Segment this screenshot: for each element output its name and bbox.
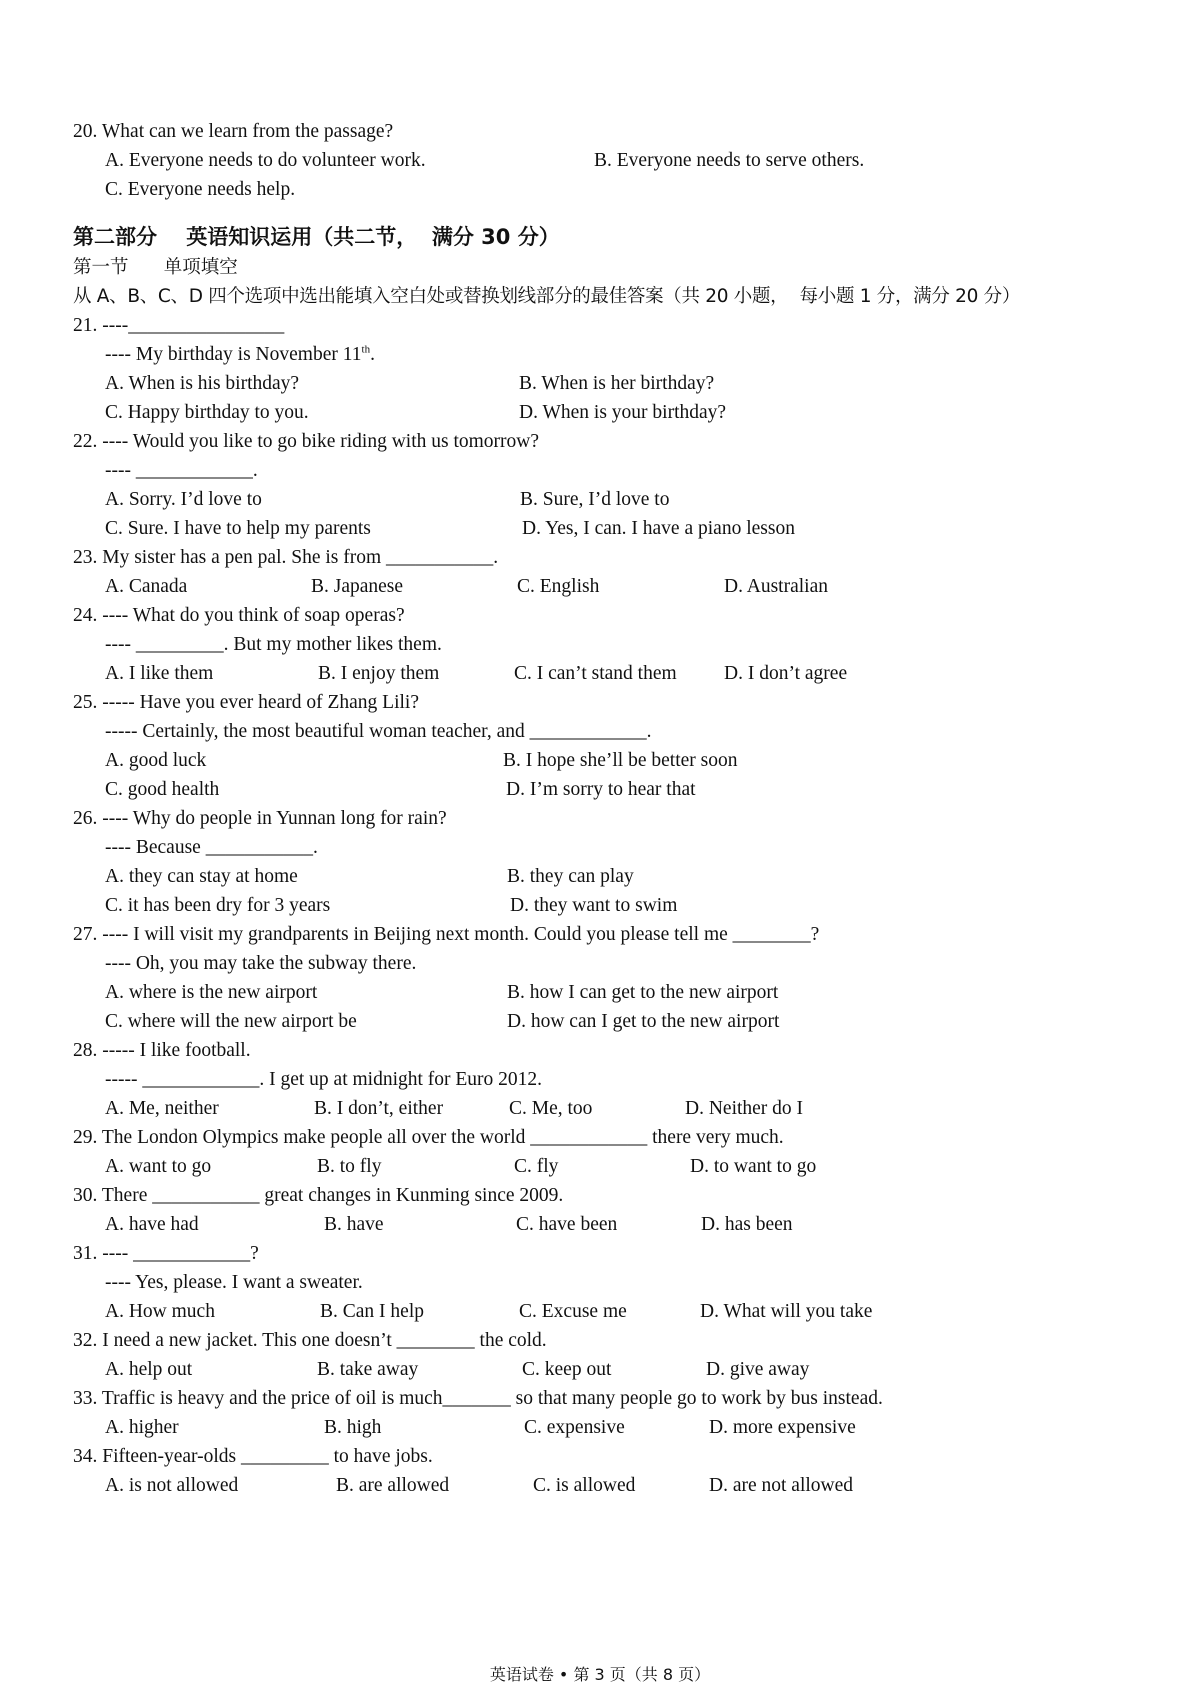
question-20-option-a: A. Everyone needs to do volunteer work. [105, 150, 426, 171]
question-23-option-a: A. Canada [105, 576, 188, 597]
question-22-reply: ---- ____________. [105, 460, 258, 481]
question-20-option-b: B. Everyone needs to serve others. [594, 150, 865, 171]
question-27-option-a: A. where is the new airport [105, 982, 318, 1003]
question-22-stem: 22. ---- Would you like to go bike riding with us tomorrow? [73, 431, 540, 452]
question-26-option-a: A. they can stay at home [105, 866, 298, 887]
question-24-stem: 24. ---- What do you think of soap operas? [73, 605, 405, 626]
question-30-option-c: C. have been [516, 1214, 618, 1235]
question-20-option-c: C. Everyone needs help. [105, 179, 296, 200]
question-29-option-a: A. want to go [105, 1156, 212, 1177]
question-31-option-c: C. Excuse me [519, 1301, 627, 1322]
question-31-stem: 31. ---- ____________? [73, 1243, 259, 1264]
question-26-stem: 26. ---- Why do people in Yunnan long for rain? [73, 808, 447, 829]
question-33-option-c: C. expensive [524, 1417, 625, 1438]
question-27-option-c: C. where will the new airport be [105, 1011, 357, 1032]
question-24-reply: ---- _________. But my mother likes them. [105, 634, 442, 655]
question-28-option-a: A. Me, neither [105, 1098, 219, 1119]
question-20-stem: 20. What can we learn from the passage? [73, 121, 394, 142]
question-32-option-b: B. take away [317, 1359, 419, 1380]
question-33-option-a: A. higher [105, 1417, 179, 1438]
question-33-stem: 33. Traffic is heavy and the price of oil is much_______ so that many people go to work by bus instead. [73, 1388, 883, 1409]
question-23-option-d: D. Australian [724, 576, 828, 597]
question-29-option-d: D. to want to go [690, 1156, 817, 1177]
question-31-reply: ---- Yes, please. I want a sweater. [105, 1272, 363, 1293]
question-33-option-b: B. high [324, 1417, 382, 1438]
question-23-option-c: C. English [517, 576, 600, 597]
question-29-option-b: B. to fly [317, 1156, 382, 1177]
section-instruction: 从 A、B、C、D 四个选项中选出能填入空白处或替换划线部分的最佳答案（共 20 小题， 每小题 1 分，满分 20 分） [73, 286, 1021, 307]
question-30-option-a: A. have had [105, 1214, 199, 1235]
subsection-title: 第一节 单项填空 [73, 257, 238, 278]
question-28-option-b: B. I don’t, either [314, 1098, 444, 1119]
question-24-option-c: C. I can’t stand them [514, 663, 677, 684]
question-28-option-d: D. Neither do I [685, 1098, 804, 1119]
question-28-stem: 28. ----- I like football. [73, 1040, 251, 1061]
question-21-option-c: C. Happy birthday to you. [105, 402, 309, 423]
question-23-stem: 23. My sister has a pen pal. She is from ___________. [73, 547, 499, 568]
question-28-option-c: C. Me, too [509, 1098, 593, 1119]
question-25-option-d: D. I’m sorry to hear that [506, 779, 696, 800]
question-24-option-d: D. I don’t agree [724, 663, 848, 684]
question-22-option-b: B. Sure, I’d love to [520, 489, 670, 510]
question-26-option-c: C. it has been dry for 3 years [105, 895, 331, 916]
question-25-reply: ----- Certainly, the most beautiful woman teacher, and ____________. [105, 721, 652, 742]
question-25-option-a: A. good luck [105, 750, 207, 771]
question-27-option-d: D. how can I get to the new airport [507, 1011, 780, 1032]
question-25-option-b: B. I hope she’ll be better soon [503, 750, 738, 771]
section-title: 第二部分 英语知识运用（共二节， 满分 30 分） [73, 225, 560, 249]
question-33-option-d: D. more expensive [709, 1417, 856, 1438]
question-32-option-c: C. keep out [522, 1359, 612, 1380]
question-30-stem: 30. There ___________ great changes in Kunming since 2009. [73, 1185, 564, 1206]
question-24-option-a: A. I like them [105, 663, 214, 684]
question-34-option-c: C. is allowed [533, 1475, 636, 1496]
question-34-option-d: D. are not allowed [709, 1475, 854, 1496]
question-21-reply: ---- My birthday is November 11th. [105, 343, 375, 365]
question-27-stem: 27. ---- I will visit my grandparents in Beijing next month. Could you please tell me ________? [73, 924, 820, 945]
question-29-stem: 29. The London Olympics make people all over the world ____________ there very much. [73, 1127, 784, 1148]
question-26-reply: ---- Because ___________. [105, 837, 318, 858]
question-32-option-a: A. help out [105, 1359, 193, 1380]
page-footer: 英语试卷 • 第 3 页（共 8 页） [489, 1665, 711, 1684]
question-34-option-a: A. is not allowed [105, 1475, 239, 1496]
question-26-option-b: B. they can play [507, 866, 634, 887]
question-30-option-b: B. have [324, 1214, 384, 1235]
question-25-stem: 25. ----- Have you ever heard of Zhang Lili? [73, 692, 419, 713]
question-28-reply: ----- ____________. I get up at midnight for Euro 2012. [105, 1069, 543, 1090]
question-26-option-d: D. they want to swim [510, 895, 678, 916]
question-34-stem: 34. Fifteen-year-olds _________ to have jobs. [73, 1446, 433, 1467]
question-25-option-c: C. good health [105, 779, 220, 800]
question-31-option-d: D. What will you take [700, 1301, 873, 1322]
question-21-option-a: A. When is his birthday? [105, 373, 300, 394]
question-34-option-b: B. are allowed [336, 1475, 450, 1496]
question-31-option-b: B. Can I help [320, 1301, 424, 1322]
question-21-option-d: D. When is your birthday? [519, 402, 727, 423]
question-30-option-d: D. has been [701, 1214, 793, 1235]
question-23-option-b: B. Japanese [311, 576, 404, 597]
question-22-option-a: A. Sorry. I’d love to [105, 489, 262, 510]
question-32-stem: 32. I need a new jacket. This one doesn’t ________ the cold. [73, 1330, 547, 1351]
question-31-option-a: A. How much [105, 1301, 215, 1322]
question-32-option-d: D. give away [706, 1359, 810, 1380]
question-27-option-b: B. how I can get to the new airport [507, 982, 779, 1003]
question-24-option-b: B. I enjoy them [318, 663, 440, 684]
question-21-stem: 21. ----________________ [73, 315, 285, 336]
superscript: th [361, 343, 371, 356]
question-29-option-c: C. fly [514, 1156, 559, 1177]
question-21-option-b: B. When is her birthday? [519, 373, 715, 394]
question-22-option-c: C. Sure. I have to help my parents [105, 518, 371, 539]
question-27-reply: ---- Oh, you may take the subway there. [105, 953, 417, 974]
question-22-option-d: D. Yes, I can. I have a piano lesson [522, 518, 795, 539]
